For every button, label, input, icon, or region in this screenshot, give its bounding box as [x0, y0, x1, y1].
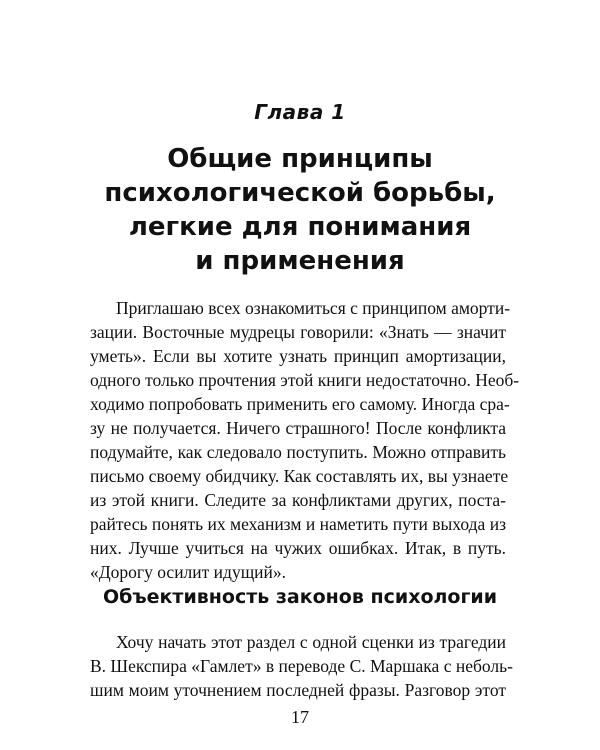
- paragraph-line: «Дорогу осилит идущий».: [90, 562, 287, 582]
- section-paragraph: [90, 630, 513, 702]
- chapter-title-line: психологической борьбы,: [104, 178, 496, 208]
- paragraph-line: райтесь понять их механизм и наметить пути выхода из: [90, 514, 506, 534]
- paragraph-line: ходимо попробовать применить его самому. Иногда сра-: [90, 394, 510, 414]
- paragraph-line: зации. Восточные мудрецы говорили: «Знать — значит: [90, 322, 506, 342]
- paragraph-line: подумайте, как следовало поступить. Можно отправить: [90, 442, 506, 462]
- page-number: 17: [291, 707, 309, 727]
- chapter-label: Глава 1: [254, 100, 346, 124]
- intro-paragraph: [90, 296, 520, 584]
- paragraph-line: зу не получается. Ничего страшного! После конфликта: [90, 418, 506, 438]
- paragraph-line: уметь». Если вы хотите узнать принцип амортизации,: [90, 346, 506, 366]
- paragraph-line: письмо своему обидчику. Как составлять их, вы узнаете: [90, 466, 509, 486]
- paragraph-line: Приглашаю всех ознакомиться с принципом аморти-: [116, 298, 511, 318]
- paragraph-line: шим моим уточнением последней фразы. Разговор этот: [90, 680, 506, 700]
- chapter-title-line: Общие принципы: [167, 144, 433, 174]
- section-heading: Объективность законов психологии: [102, 586, 498, 608]
- paragraph-line: В. Шекспира «Гамлет» в переводе С. Маршака с неболь-: [90, 656, 513, 676]
- chapter-title-line: легкие для понимания: [128, 212, 472, 242]
- chapter-title-line: и применения: [195, 246, 405, 276]
- paragraph-line: Хочу начать этот раздел с одной сценки из трагедии: [116, 632, 506, 652]
- paragraph-line: одного только прочтения этой книги недостаточно. Необ-: [90, 370, 520, 390]
- chapter-title: [0, 142, 600, 278]
- paragraph-line: из этой книги. Следите за конфликтами других, поста-: [90, 490, 506, 510]
- paragraph-line: них. Лучше учиться на чужих ошибках. Итак, в путь.: [90, 538, 506, 558]
